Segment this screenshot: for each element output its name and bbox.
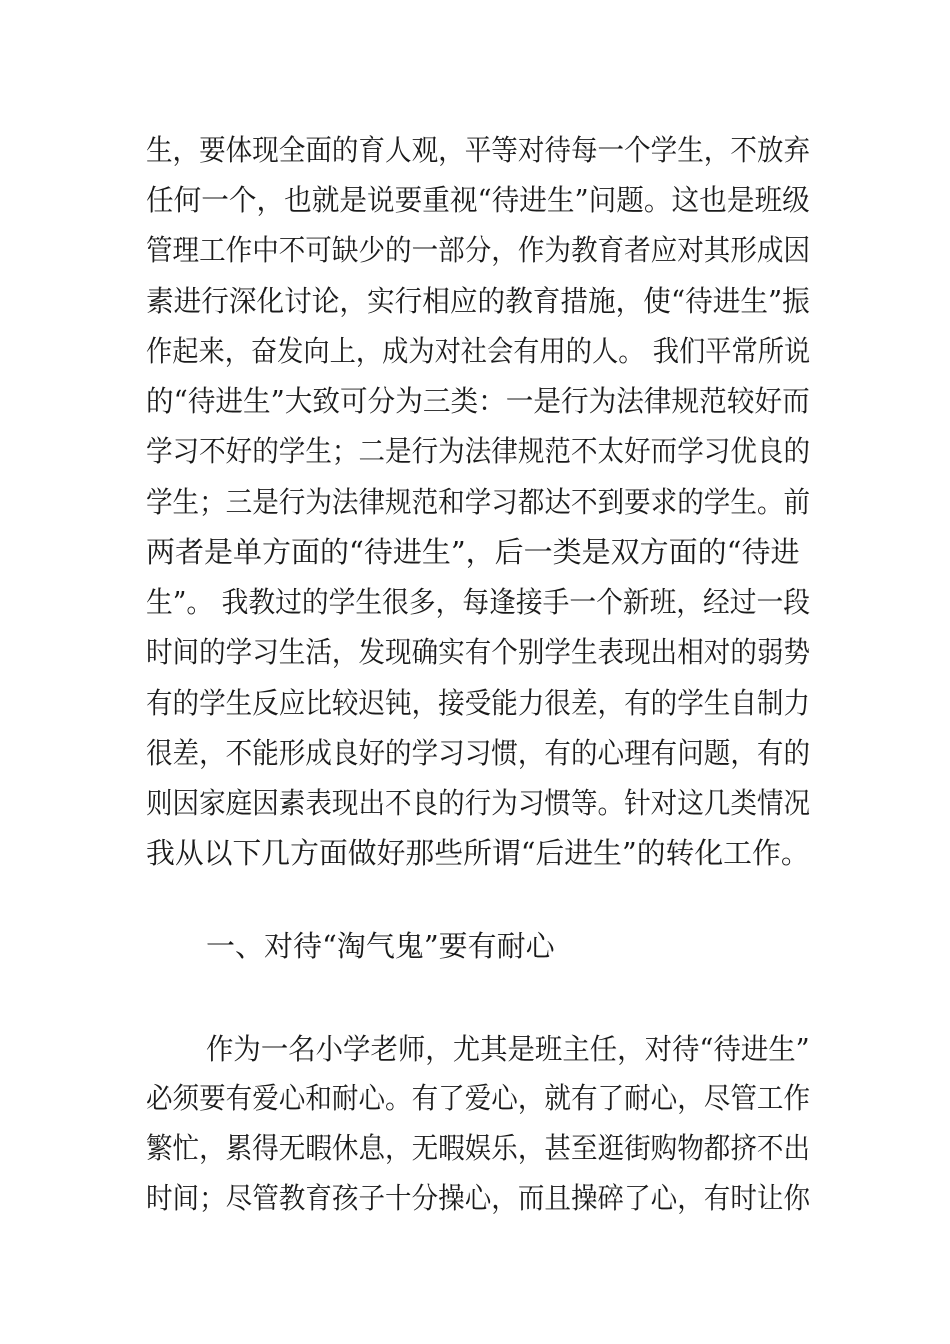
paragraph-1-line-10: 生”。 我教过的学生很多，每逢接手一个新班，经过一段 [146,585,811,619]
paragraph-1-line-13: 很差，不能形成良好的学习习惯，有的心理有问题，有的 [146,736,811,770]
paragraph-1-line-14: 则因家庭因素表现出不良的行为习惯等。针对这几类情况 [146,786,811,820]
paragraph-1-line-6: 的“待进生”大致可分为三类：一是行为法律规范较好而 [146,384,810,418]
paragraph-2-line-4: 时间；尽管教育孩子十分操心，而且操碎了心，有时让你 [146,1181,811,1215]
paragraph-2-line-2: 必须要有爱心和耐心。有了爱心，就有了耐心，尽管工作 [146,1081,811,1115]
paragraph-1-line-7: 学习不好的学生；二是行为法律规范不太好而学习优良的 [146,434,811,468]
paragraph-1-line-3: 管理工作中不可缺少的一部分，作为教育者应对其形成因 [146,233,811,267]
paragraph-1-line-9: 两者是单方面的“待进生”，后一类是双方面的“待进 [146,535,800,569]
paragraph-2-line-1: 作为一名小学老师，尤其是班主任，对待“待进生” [206,1032,810,1066]
paragraph-1-line-2: 任何一个，也就是说要重视“待进生”问题。这也是班级 [146,183,810,217]
paragraph-1-line-15: 我从以下几方面做好那些所谓“后进生”的转化工作。 [146,836,810,870]
paragraph-1-line-8: 学生；三是行为法律规范和学习都达不到要求的学生。前 [146,485,811,519]
document-body [146,0,810,1344]
paragraph-1-line-5: 作起来，奋发向上，成为对社会有用的人。 我们平常所说 [146,334,811,368]
section-heading: 一、对待“淘气鬼”要有耐心 [206,929,555,963]
paragraph-1-line-11: 时间的学习生活，发现确实有个别学生表现出相对的弱势 [146,635,811,669]
paragraph-1-line-12: 有的学生反应比较迟钝，接受能力很差，有的学生自制力 [146,686,811,720]
paragraph-1-line-1: 生，要体现全面的育人观，平等对待每一个学生，不放弃 [146,133,811,167]
paragraph-1-line-4: 素进行深化讨论，实行相应的教育措施，使“待进生”振 [146,284,810,318]
paragraph-2-line-3: 繁忙，累得无暇休息，无暇娱乐，甚至逛街购物都挤不出 [146,1131,811,1165]
